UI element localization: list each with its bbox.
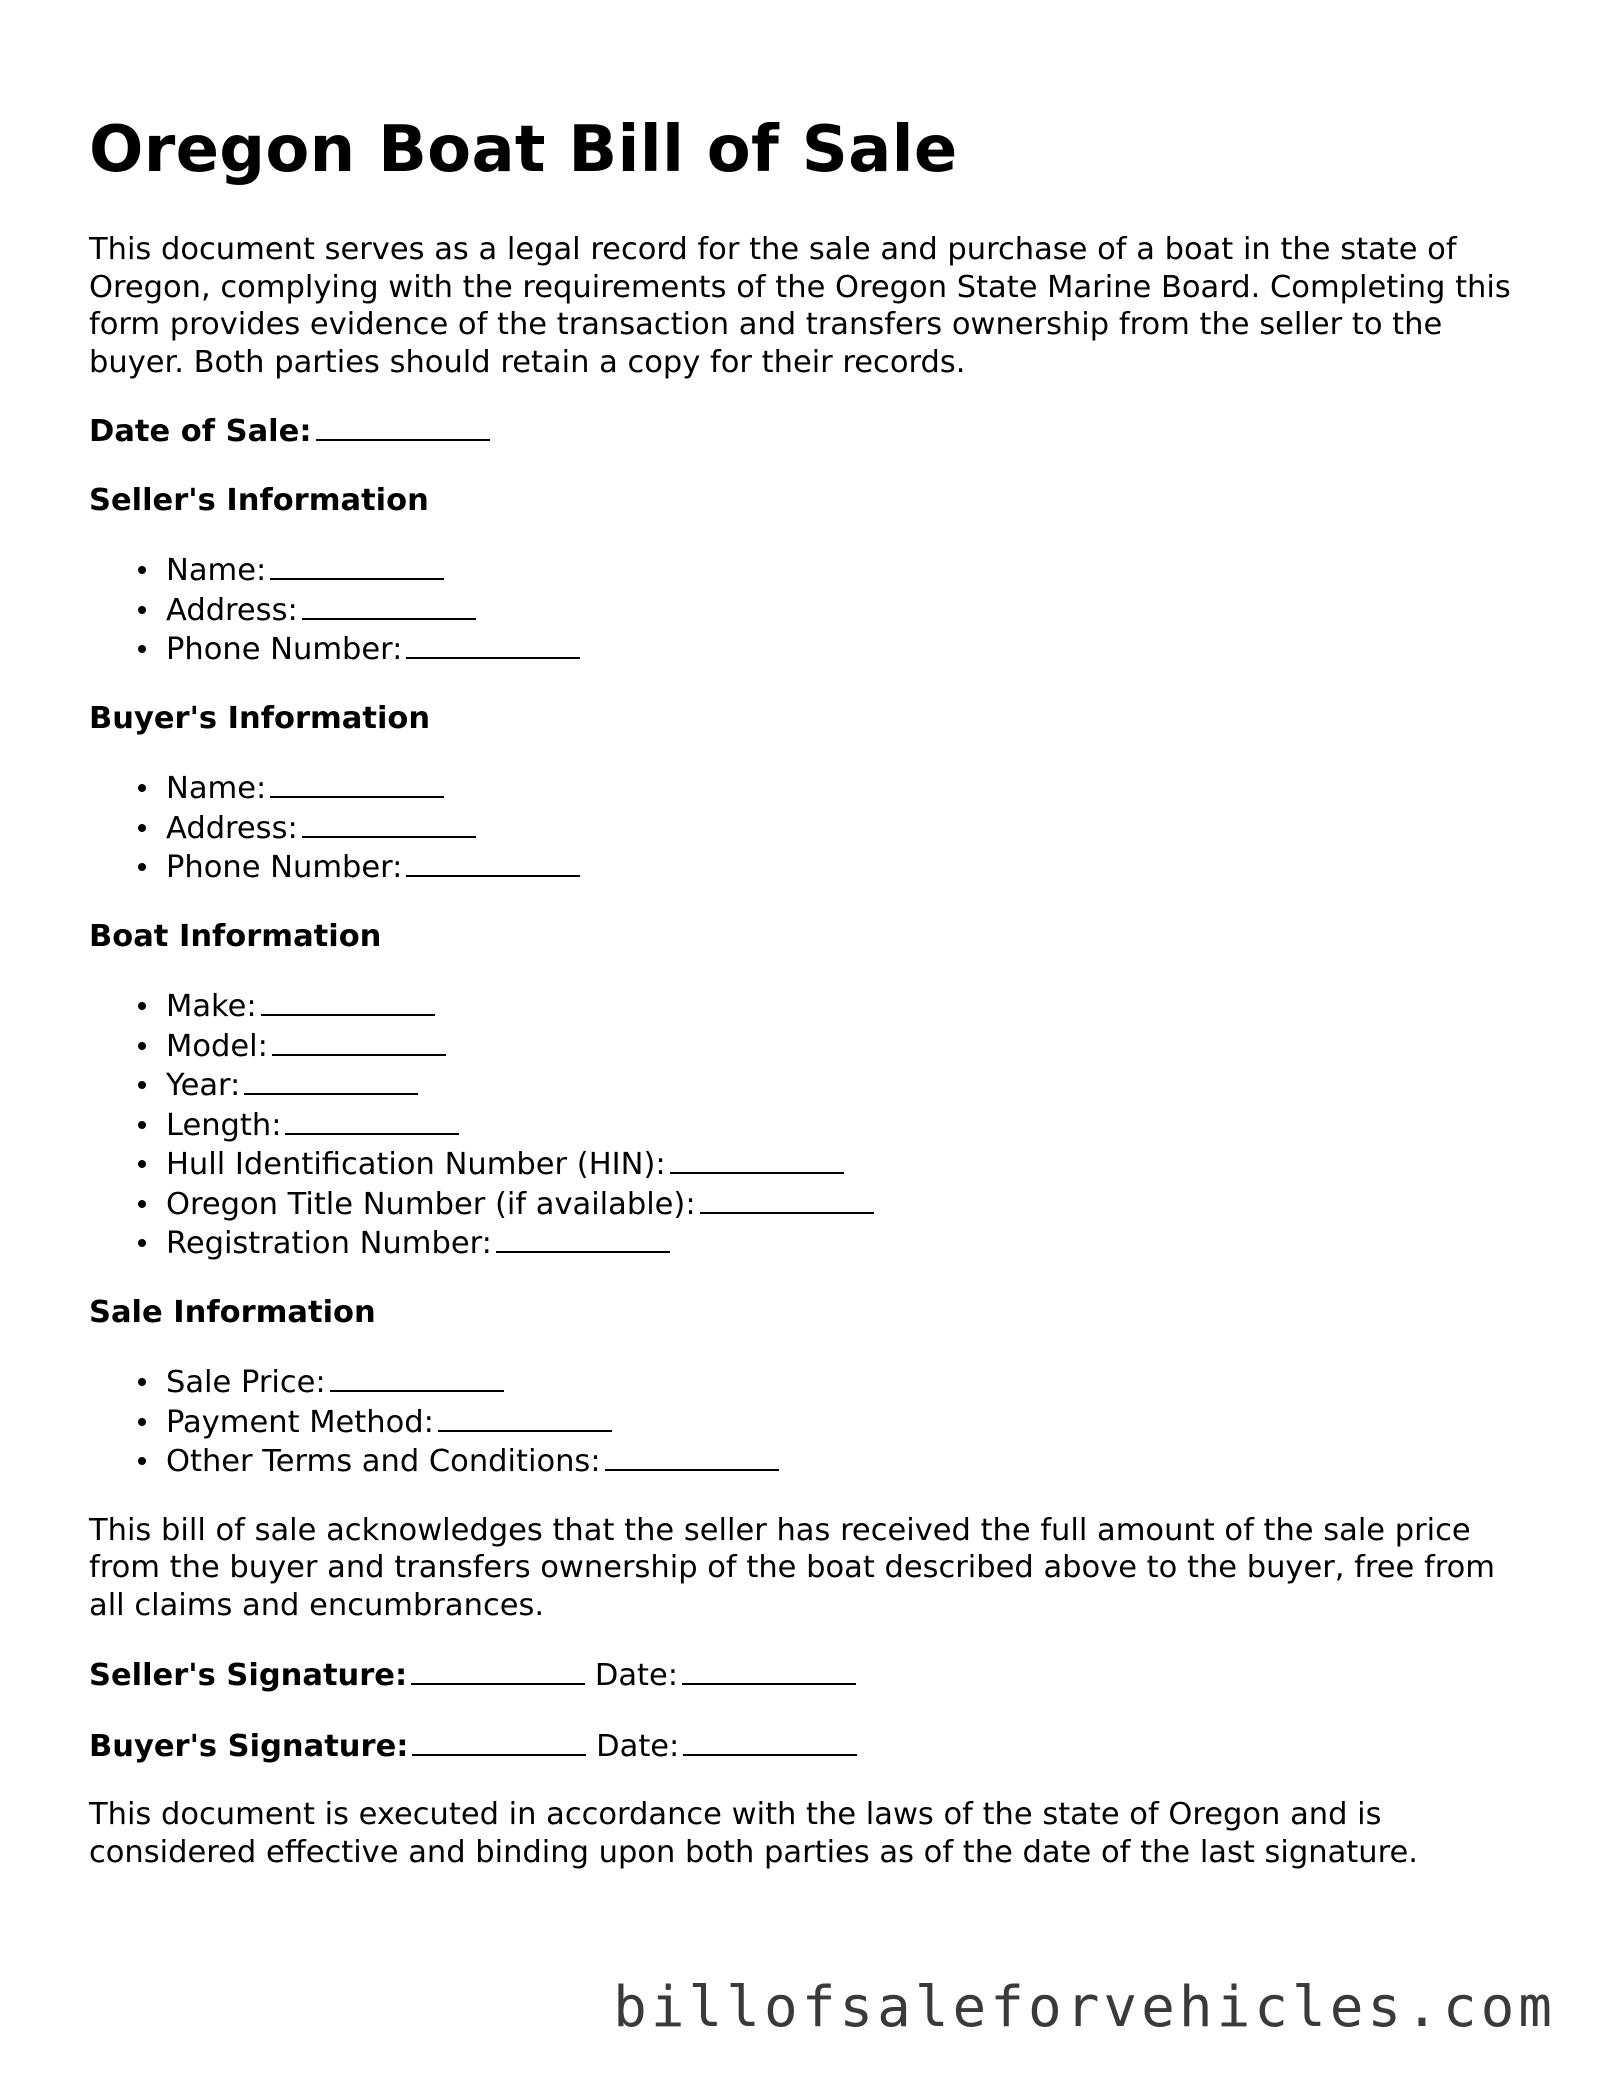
buyer-name-blank[interactable] (270, 768, 444, 798)
seller-field-list (89, 550, 1529, 669)
boat-model-label: Model: (166, 1028, 268, 1064)
acknowledgement-paragraph: This bill of sale acknowledges that the seller has received the full amount of the sale price from the buyer and transfers ownership of the boat described above to the buyer, free from all claims and encumbrances. (89, 1512, 1495, 1623)
buyer-date-blank[interactable] (683, 1726, 857, 1756)
date-of-sale-line (89, 411, 1529, 451)
seller-signature-line (89, 1655, 1529, 1695)
buyer-section-heading: Buyer's Information (89, 700, 431, 736)
date-of-sale-label: Date of Sale: (89, 414, 312, 449)
buyer-date-label: Date: (596, 1728, 680, 1764)
seller-phone-blank[interactable] (406, 629, 580, 659)
buyer-signature-line (89, 1726, 1529, 1766)
list-item (166, 1065, 1529, 1105)
list-item (166, 1362, 1529, 1402)
buyer-phone-blank[interactable] (406, 847, 580, 877)
list-item (166, 768, 1529, 808)
page-title: Oregon Boat Bill of Sale (89, 113, 958, 187)
list-item (166, 1402, 1529, 1442)
list-item (166, 629, 1529, 669)
other-terms-blank[interactable] (605, 1441, 779, 1471)
other-terms-label: Other Terms and Conditions: (166, 1444, 601, 1479)
list-item (166, 1223, 1529, 1263)
buyer-address-blank[interactable] (302, 808, 476, 838)
buyer-address-label: Address: (166, 810, 298, 846)
seller-signature-blank[interactable] (411, 1655, 585, 1685)
boat-hin-blank[interactable] (670, 1144, 844, 1174)
buyer-signature-label: Buyer's Signature: (89, 1728, 409, 1764)
buyer-field-list (89, 768, 1529, 887)
sale-price-label: Sale Price: (166, 1365, 326, 1400)
sale-section-heading: Sale Information (89, 1294, 376, 1330)
list-item (166, 1144, 1529, 1184)
list-item (166, 1441, 1529, 1481)
payment-method-blank[interactable] (438, 1402, 612, 1432)
sale-field-list (89, 1362, 1529, 1481)
list-item (166, 1184, 1529, 1224)
boat-length-blank[interactable] (285, 1105, 459, 1135)
boat-make-label: Make: (166, 989, 257, 1024)
list-item (166, 1026, 1529, 1066)
boat-title-number-blank[interactable] (700, 1184, 874, 1214)
seller-date-label: Date: (594, 1658, 679, 1693)
boat-length-label: Length: (166, 1107, 282, 1143)
boat-year-blank[interactable] (244, 1065, 418, 1095)
boat-year-label: Year: (166, 1068, 241, 1103)
boat-make-blank[interactable] (261, 986, 435, 1016)
date-of-sale-blank[interactable] (316, 411, 490, 441)
site-watermark: billofsaleforvehicles.com (613, 1975, 1556, 2040)
document-page (89, 112, 1529, 1871)
seller-signature-label: Seller's Signature: (89, 1658, 408, 1693)
closing-paragraph: This document is executed in accordance with the laws of the state of Oregon and is considered effective and binding upon both parties as of the date of the last signature. (89, 1797, 1418, 1870)
boat-model-blank[interactable] (272, 1026, 446, 1056)
payment-method-label: Payment Method: (166, 1404, 434, 1440)
buyer-phone-label: Phone Number: (166, 850, 403, 885)
boat-registration-blank[interactable] (496, 1223, 670, 1253)
seller-phone-label: Phone Number: (166, 632, 403, 667)
boat-hin-label: Hull Identification Number (HIN): (166, 1147, 666, 1182)
seller-address-label: Address: (166, 592, 298, 628)
seller-date-blank[interactable] (682, 1655, 856, 1685)
buyer-signature-blank[interactable] (412, 1726, 586, 1756)
intro-paragraph: This document serves as a legal record for the sale and purchase of a boat in the state of Oregon, complying with the requirements of the Oregon State Marine Board. Completing this form provides evidence of the transaction and transfers ownership from the seller to the buyer. Both parties should retain a copy for their records. (89, 232, 1511, 380)
list-item (166, 847, 1529, 887)
list-item (166, 986, 1529, 1026)
seller-address-blank[interactable] (302, 590, 476, 620)
buyer-name-label: Name: (166, 771, 267, 806)
boat-field-list (89, 986, 1529, 1263)
seller-section-heading: Seller's Information (89, 482, 429, 518)
list-item (166, 1105, 1529, 1145)
list-item (166, 550, 1529, 590)
boat-title-number-label: Oregon Title Number (if available): (166, 1186, 696, 1222)
seller-name-blank[interactable] (270, 550, 444, 580)
seller-name-label: Name: (166, 553, 267, 588)
sale-price-blank[interactable] (330, 1362, 504, 1392)
boat-section-heading: Boat Information (89, 918, 382, 954)
list-item (166, 808, 1529, 848)
list-item (166, 590, 1529, 630)
boat-registration-label: Registration Number: (166, 1226, 492, 1261)
